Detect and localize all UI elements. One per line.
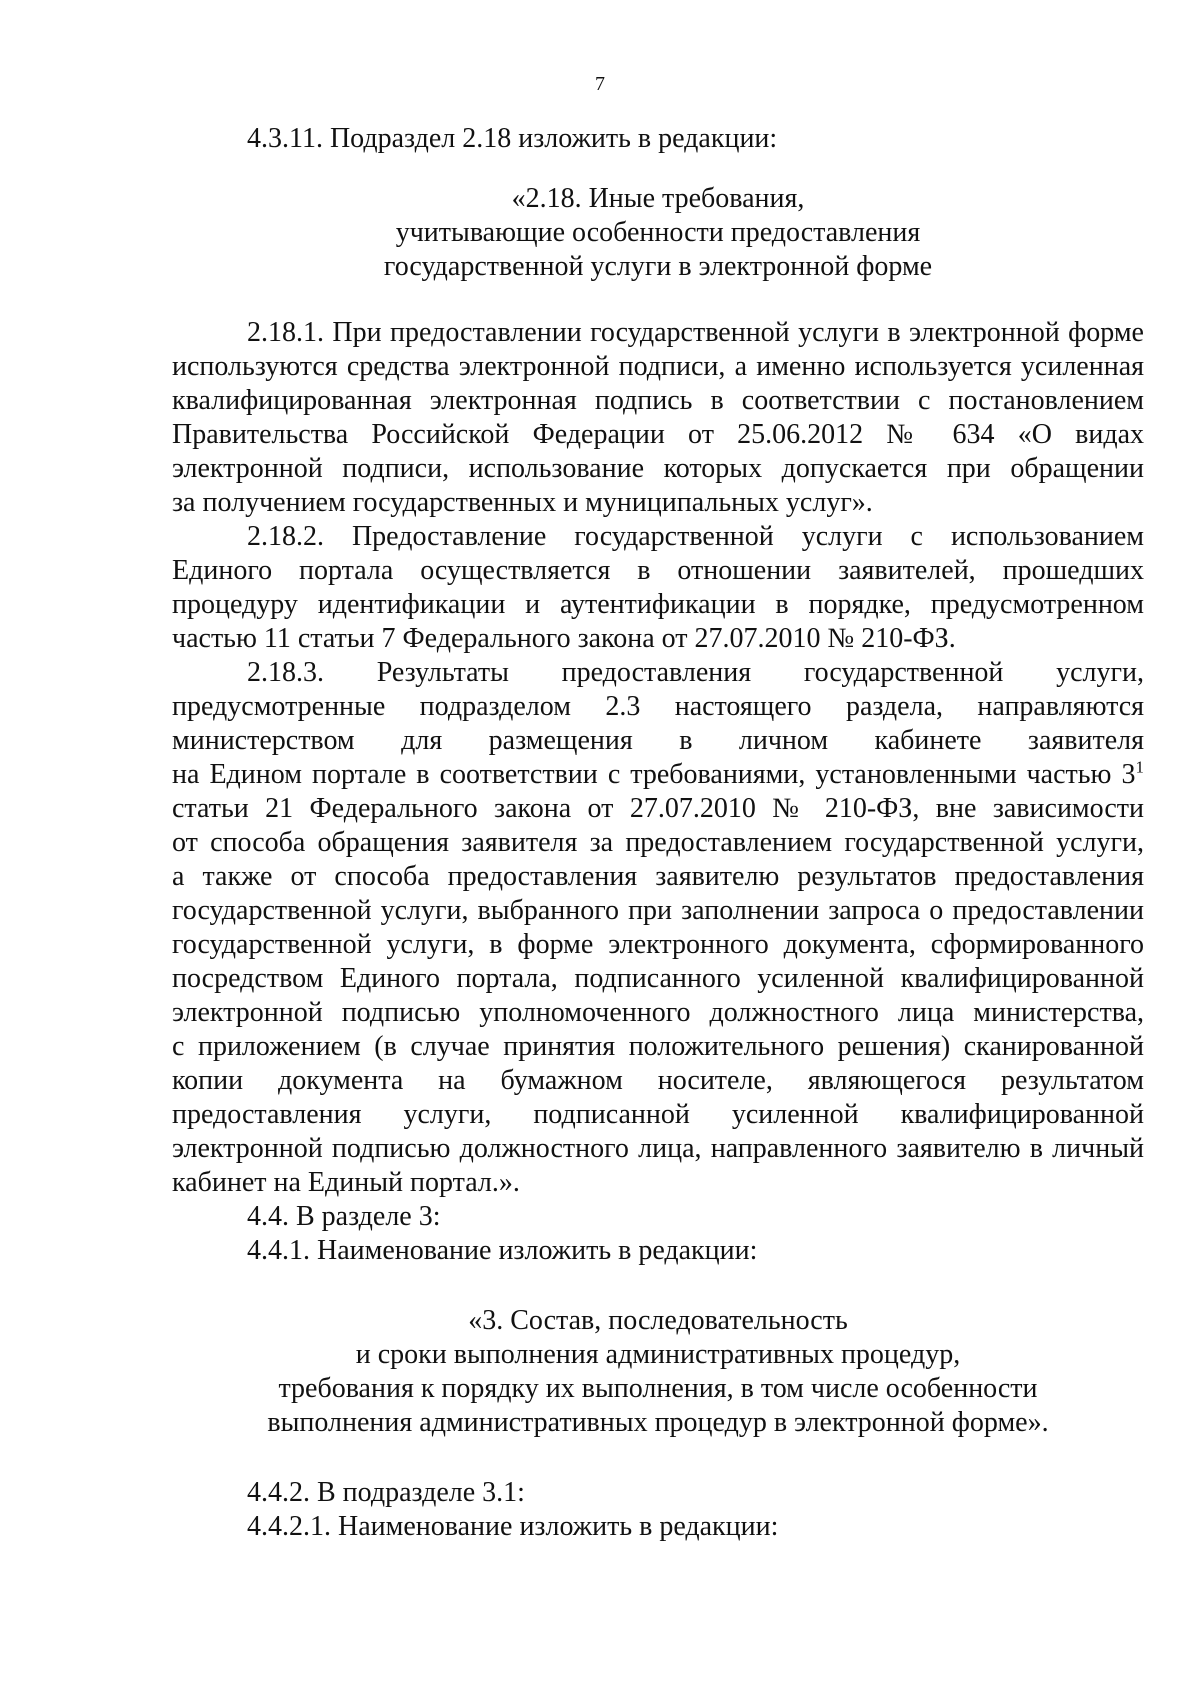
text-line: кабинет на Единый портал.». (172, 1167, 520, 1198)
heading-2-18 (172, 182, 1144, 284)
text-line: с приложением (в случае принятия положительного решения) сканированной (172, 1031, 1144, 1062)
text-line: предоставления услуги, подписанной усиленной квалифицированной (172, 1099, 1144, 1130)
paragraph-4-3-11: 4.3.11. Подраздел 2.18 изложить в редакции: (247, 123, 778, 154)
text-line: 2.18.3. Результаты предоставления государственной услуги, (247, 657, 1144, 688)
superscript: 1 (1135, 757, 1144, 777)
text-line: 2.18.1. При предоставлении государственной услуги в электронной форме (247, 317, 1144, 348)
text-line: а также от способа предоставления заявителю результатов предоставления (172, 861, 1144, 892)
text-line: электронной подписи, использование которых допускается при обращении (172, 453, 1144, 484)
paragraph-2-18-3 (172, 656, 1144, 1200)
heading-line: «2.18. Иные требования, (511, 183, 805, 214)
page-number: 7 (595, 73, 605, 95)
text-line: копии документа на бумажном носителе, являющегося результатом (172, 1065, 1144, 1096)
paragraph-4-4: 4.4. В разделе 3: (247, 1201, 441, 1232)
heading-line: требования к порядку их выполнения, в том числе особенности (278, 1373, 1038, 1404)
text-line: 2.18.2. Предоставление государственной услуги с использованием (247, 521, 1144, 552)
text-line: частью 11 статьи 7 Федерального закона от 27.07.2010 № 210-ФЗ. (172, 623, 956, 654)
paragraph-4-4-2-1: 4.4.2.1. Наименование изложить в редакции: (247, 1511, 779, 1542)
text-line: министерством для размещения в личном кабинете заявителя (172, 725, 1144, 756)
text-line: процедуру идентификации и аутентификации в порядке, предусмотренном (172, 589, 1144, 620)
text-line: посредством Единого портала, подписанного усиленной квалифицированной (172, 963, 1144, 994)
text-line: государственной услуги, выбранного при заполнении запроса о предоставлении (172, 895, 1144, 926)
paragraph-4-4-2: 4.4.2. В подразделе 3.1: (247, 1477, 525, 1508)
text-line-body: на Едином портале в соответствии с требованиями, установленными частью 3 (172, 759, 1136, 790)
text-line: Единого портала осуществляется в отношении заявителей, прошедших (172, 555, 1144, 586)
paragraph-4-4-1: 4.4.1. Наименование изложить в редакции: (247, 1235, 758, 1266)
heading-line: и сроки выполнения административных процедур, (355, 1339, 961, 1370)
heading-line: выполнения административных процедур в электронной форме». (267, 1407, 1049, 1438)
document-body (172, 122, 1144, 1544)
heading-line: учитывающие особенности предоставления (395, 217, 921, 248)
heading-section-3 (172, 1304, 1144, 1440)
text-line: квалифицированная электронная подпись в соответствии с постановлением (172, 385, 1144, 416)
text-line: от способа обращения заявителя за предоставлением государственной услуги, (172, 827, 1144, 858)
text-line: государственной услуги, в форме электронного документа, сформированного (172, 929, 1144, 960)
text-line: статьи 21 Федерального закона от 27.07.2010 № 210-ФЗ, вне зависимости (172, 793, 1144, 824)
text-line: за получением государственных и муниципальных услуг». (172, 487, 873, 518)
text-line: Правительства Российской Федерации от 25.06.2012 № 634 «О видах (172, 419, 1144, 450)
text-line: предусмотренные подразделом 2.3 настоящего раздела, направляются (172, 691, 1144, 722)
paragraph-2-18-1 (172, 316, 1144, 520)
text-line: используются средства электронной подписи, а именно используется усиленная (172, 351, 1144, 382)
text-line-with-superscript (172, 758, 1144, 792)
paragraph-2-18-2 (172, 520, 1144, 656)
text-line: электронной подписью должностного лица, направленного заявителю в личный (172, 1133, 1144, 1164)
text-line: электронной подписью уполномоченного должностного лица министерства, (172, 997, 1144, 1028)
heading-line: государственной услуги в электронной форме (383, 251, 933, 282)
heading-line: «3. Состав, последовательность (468, 1305, 848, 1336)
